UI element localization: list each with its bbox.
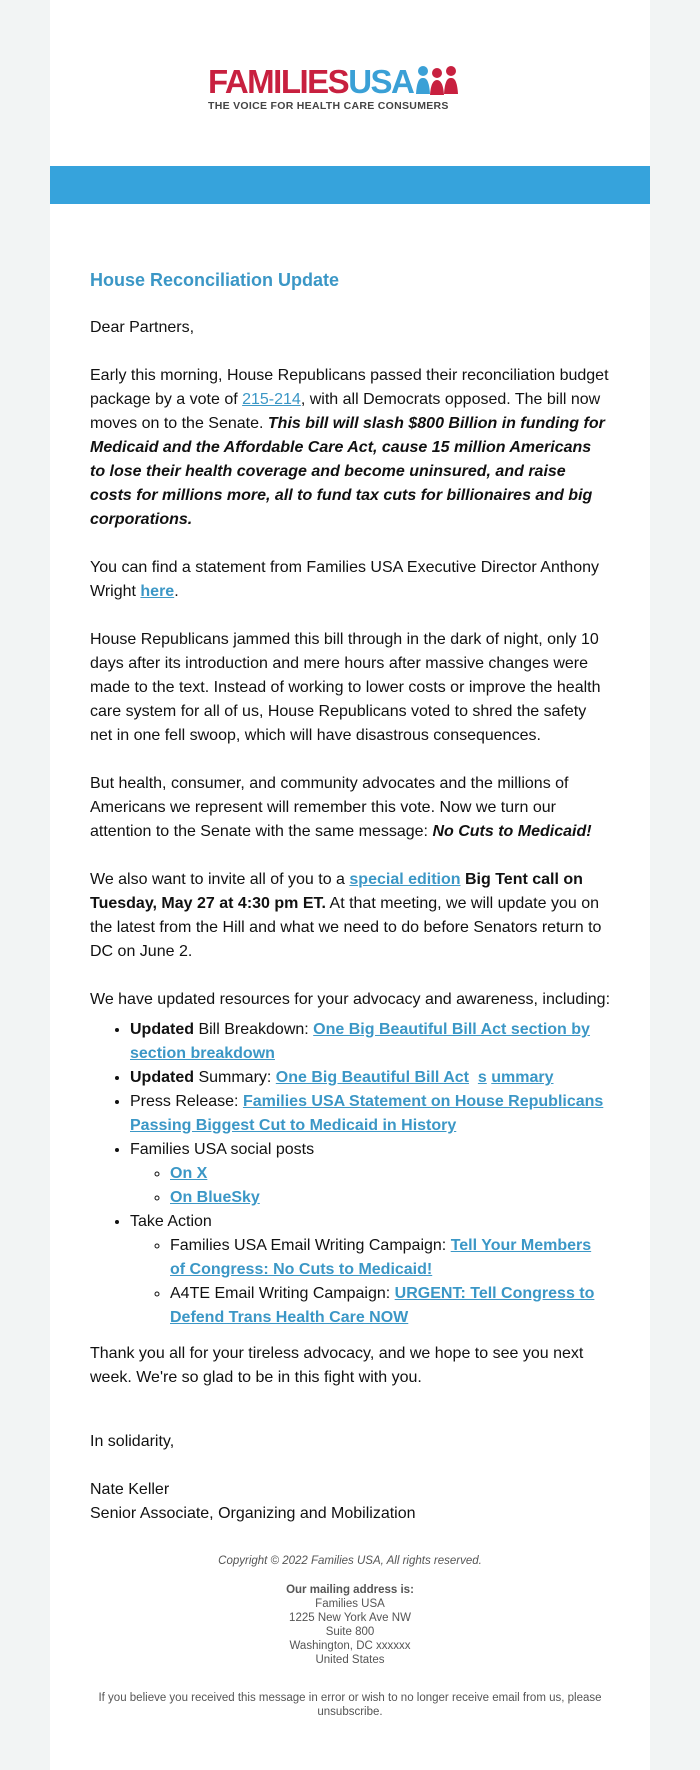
paragraph-statement: You can find a statement from Families USA Executive Director Anthony Wright here.	[90, 559, 599, 600]
list-item: ◦ A4TE Email Writing Campaign: URGENT: Tell Congress to Defend Trans Health Care NOW	[170, 1282, 610, 1330]
paragraph-vote: Early this morning, House Republicans passed their reconciliation budget package by a vote of 215-214, with all Democrats opposed. The bill now moves on to the Senate. This bill will slash $800 Billion in funding for Medicaid and the Affordable Care Act, cause 15 million Americans to lose their health coverage and become uninsured, and raise costs for millions more, all to fund tax cuts for billionaires and big corporations.	[90, 367, 609, 528]
take-action-list	[130, 1234, 610, 1330]
summary-link-s[interactable]: s	[477, 1069, 487, 1086]
unsubscribe-text[interactable]: If you believe you received this message in error or wish to no longer receive email from us, please unsubscribe.	[98, 1692, 602, 1718]
signature-name: Nate Keller	[90, 1481, 170, 1498]
signature-title: Senior Associate, Organizing and Mobilization	[90, 1505, 416, 1522]
paragraph-resources: We have updated resources for your advocacy and awareness, including:	[90, 991, 611, 1008]
bill-breakdown-link[interactable]: One Big Beautiful Bill Act section by section breakdown	[130, 1021, 590, 1062]
greeting: Dear Partners,	[90, 319, 195, 336]
no-cuts-campaign-link[interactable]: Tell Your Members of Congress: No Cuts to Medicaid!	[170, 1237, 592, 1278]
copyright: Copyright © 2022 Families USA, All rights reserved.	[218, 1555, 482, 1567]
statement-here-link[interactable]: here	[140, 583, 175, 600]
email-body	[50, 204, 650, 1526]
logo-usa-text: USA	[348, 63, 414, 100]
header-band	[50, 166, 650, 204]
logo-tagline: THE VOICE FOR HEALTH CARE CONSUMERS	[208, 100, 449, 112]
signature	[90, 1478, 610, 1526]
vote-count-link[interactable]: 215-214	[242, 391, 301, 408]
on-bluesky-link[interactable]: On BlueSky	[170, 1189, 260, 1206]
people-icon	[415, 64, 459, 96]
paragraph-invite: We also want to invite all of you to a special edition Big Tent call on Tuesday, May 27 at 4:30 pm ET. At that meeting, we will update you on the latest from the Hill and what we need to do before Senators return to DC on June 2.	[90, 871, 602, 960]
social-posts-list	[130, 1162, 610, 1210]
press-release-link[interactable]: Families USA Statement on House Republicans Passing Biggest Cut to Medicaid in History	[130, 1093, 604, 1134]
email-card	[50, 0, 650, 1770]
list-item: • Updated Summary: One Big Beautiful Bill Act s ummary	[130, 1066, 610, 1090]
medicaid-cut-emphasis: This bill will slash $800 Billion in funding for Medicaid and the Affordable Care Act, cause 15 million Americans to lose their health coverage and become uninsured, and raise costs for millions more, all to fund tax cuts for billionaires and big corporations.	[90, 415, 605, 528]
on-x-link[interactable]: On X	[170, 1165, 208, 1182]
resource-list	[90, 1018, 610, 1330]
paragraph-jammed: House Republicans jammed this bill through in the dark of night, only 10 days after its introduction and mere hours after massive changes were made to the text. Instead of working to lower costs or improve the health care system for all of us, House Republicans voted to shred the safety net in one fell swoop, which will have disastrous consequences.	[90, 631, 601, 744]
special-edition-link[interactable]: special edition	[349, 871, 461, 888]
list-item	[170, 1186, 610, 1210]
summary-link[interactable]: One Big Beautiful Bill Act	[275, 1069, 469, 1086]
families-usa-logo[interactable]	[208, 64, 498, 114]
list-item: • Families USA social posts ◦ On X ◦ On BlueSky	[130, 1138, 610, 1210]
paragraph-thanks: Thank you all for your tireless advocacy, and we hope to see you next week. We're so glad to be in this fight with you.	[90, 1345, 584, 1386]
no-cuts-emphasis: No Cuts to Medicaid!	[432, 823, 592, 840]
summary-link-rest[interactable]: ummary	[491, 1069, 554, 1086]
footer	[50, 1554, 650, 1719]
trans-health-campaign-link[interactable]: URGENT: Tell Congress to Defend Trans Health Care NOW	[170, 1285, 595, 1326]
closing: In solidarity,	[90, 1433, 175, 1450]
page-title: House Reconciliation Update	[90, 270, 340, 290]
list-item: • Updated Bill Breakdown: One Big Beautiful Bill Act section by section breakdown	[130, 1018, 610, 1066]
logo-families-text: FAMILIES	[208, 63, 349, 100]
header	[50, 0, 650, 166]
list-item: • Take Action ◦ Families USA Email Writing Campaign: Tell Your Members of Congress: No Cuts to Medicaid! ◦ A4TE Email Writing Campaign: URGENT: Tell Congress to Defend Trans Health Care NOW	[130, 1210, 610, 1330]
mailing-address: Our mailing address is: Families USA 1225 New York Ave NW Suite 800 Washington, DC xxxxxx United States	[286, 1584, 414, 1666]
list-item: ◦ Families USA Email Writing Campaign: Tell Your Members of Congress: No Cuts to Medicaid!	[170, 1234, 610, 1282]
paragraph-remember: But health, consumer, and community advocates and the millions of Americans we represent will remember this vote. Now we turn our attention to the Senate with the same message: No Cuts to Medicaid!	[90, 775, 592, 840]
list-item: • Press Release: Families USA Statement on House Republicans Passing Biggest Cut to Medicaid in History	[130, 1090, 610, 1138]
list-item	[170, 1162, 610, 1186]
